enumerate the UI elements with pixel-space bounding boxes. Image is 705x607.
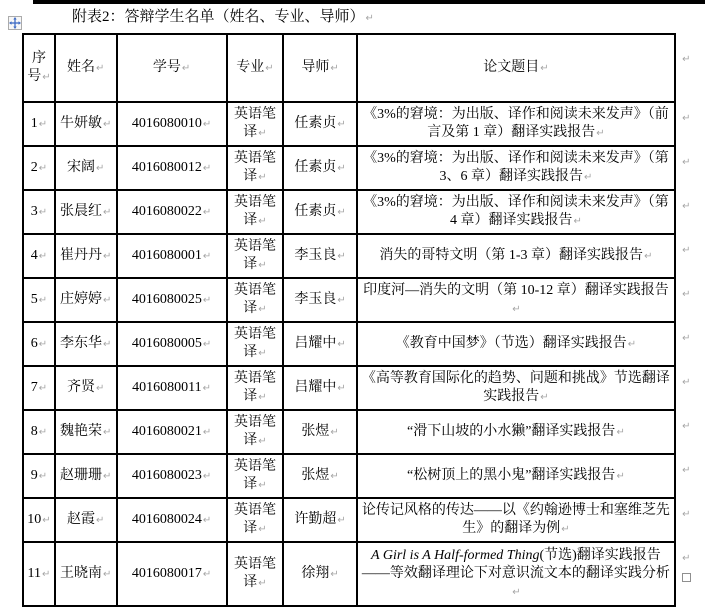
cell-end-mark: ↵ [258, 259, 267, 271]
cell-end-mark: ↵ [540, 62, 549, 74]
row-end-paragraph-mark: ↵ [675, 542, 704, 606]
cell-end-mark: ↵ [258, 479, 267, 491]
cell-end-mark: ↵ [265, 62, 274, 74]
cell-end-mark: ↵ [561, 523, 570, 535]
cell-end-mark: ↵ [258, 303, 267, 315]
cell-end-mark: ↵ [337, 382, 346, 394]
cell-end-mark: ↵ [202, 382, 211, 394]
cell-end-mark: ↵ [330, 426, 339, 438]
cell-end-mark: ↵ [38, 206, 48, 218]
cell-end-mark: ↵ [202, 338, 212, 350]
cell-end-mark: ↵ [202, 206, 212, 218]
cell-serial-number[interactable]: 7↵ [23, 366, 55, 410]
cell-end-mark: ↵ [330, 568, 339, 580]
paragraph-mark: ↵ [365, 13, 374, 24]
cell-end-mark: ↵ [258, 347, 267, 359]
column-header-student-id[interactable]: 学号↵ [117, 34, 227, 102]
cell-major[interactable]: 英语笔译↵ [227, 454, 284, 498]
cell-serial-number[interactable]: 8↵ [23, 410, 55, 454]
cell-advisor[interactable]: 张煜↵ [283, 410, 356, 454]
table-row [23, 190, 704, 234]
table-row [23, 542, 704, 606]
cell-name[interactable]: 庄婷婷↵ [55, 278, 117, 322]
cell-student-id[interactable]: 4016080011↵ [117, 366, 227, 410]
cell-major[interactable]: 英语笔译↵ [227, 278, 284, 322]
cell-advisor[interactable]: 任素贞↵ [283, 190, 356, 234]
row-end-paragraph-mark: ↵ [675, 234, 704, 278]
cell-name[interactable]: 宋阔↵ [55, 146, 117, 190]
cell-major[interactable]: 英语笔译↵ [227, 542, 284, 606]
cell-name[interactable]: 张晨红↵ [55, 190, 117, 234]
cell-end-mark: ↵ [258, 215, 267, 227]
cell-thesis-title[interactable]: A Girl is A Half-formed Thing(节选)翻译实践报告——等效翻译理论下对意识流文本的翻译实践分析↵ [357, 542, 675, 606]
cell-student-id[interactable]: 4016080021↵ [117, 410, 227, 454]
cell-end-mark: ↵ [573, 215, 582, 227]
row-end-paragraph-mark: ↵ [675, 102, 704, 146]
cell-end-mark: ↵ [337, 206, 346, 218]
cell-serial-number[interactable]: 9↵ [23, 454, 55, 498]
cell-end-mark: ↵ [540, 391, 549, 403]
cell-end-mark: ↵ [627, 338, 637, 350]
cell-end-mark: ↵ [596, 127, 605, 139]
cell-advisor[interactable]: 任素贞↵ [283, 102, 356, 146]
cell-advisor[interactable]: 吕耀中↵ [283, 366, 356, 410]
cell-end-mark: ↵ [337, 250, 346, 262]
cell-advisor[interactable]: 李玉良↵ [283, 278, 356, 322]
cell-end-mark: ↵ [103, 338, 112, 350]
cell-end-mark: ↵ [103, 206, 112, 218]
cell-end-mark: ↵ [38, 470, 48, 482]
cell-major[interactable]: 英语笔译↵ [227, 146, 284, 190]
row-end-paragraph-mark: ↵ [675, 454, 704, 498]
row-end-paragraph-mark: ↵ [675, 278, 704, 322]
move-arrows-icon [9, 17, 21, 29]
header-row [23, 34, 704, 102]
cell-thesis-title[interactable]: 《教育中国梦》（节选）翻译实践报告↵ [357, 322, 675, 366]
cell-student-id[interactable]: 4016080010↵ [117, 102, 227, 146]
cell-end-mark: ↵ [103, 118, 112, 130]
cell-end-mark: ↵ [512, 303, 521, 315]
cell-end-mark: ↵ [38, 294, 48, 306]
cell-name[interactable]: 牛妍敏↵ [55, 102, 117, 146]
cell-thesis-title[interactable]: 论传记风格的传达——以《约翰逊博士和塞维芝先生》的翻译为例↵ [357, 498, 675, 542]
cell-name[interactable]: 李东华↵ [55, 322, 117, 366]
cell-student-id[interactable]: 4016080001↵ [117, 234, 227, 278]
cell-name[interactable]: 赵珊珊↵ [55, 454, 117, 498]
cell-major[interactable]: 英语笔译↵ [227, 410, 284, 454]
cell-name[interactable]: 王晓南↵ [55, 542, 117, 606]
table-row [23, 322, 704, 366]
cell-major[interactable]: 英语笔译↵ [227, 366, 284, 410]
cell-thesis-title[interactable]: 印度河—消失的文明（第 10-12 章）翻译实践报告↵ [357, 278, 675, 322]
cell-serial-number[interactable]: 2↵ [23, 146, 55, 190]
cell-student-id[interactable]: 4016080022↵ [117, 190, 227, 234]
cell-end-mark: ↵ [103, 426, 112, 438]
cell-end-mark: ↵ [616, 426, 625, 438]
cell-end-mark: ↵ [181, 62, 191, 74]
cell-end-mark: ↵ [202, 250, 212, 262]
cell-end-mark: ↵ [38, 250, 48, 262]
cell-end-mark: ↵ [202, 118, 212, 130]
cell-major[interactable]: 英语笔译↵ [227, 102, 284, 146]
cell-end-mark: ↵ [38, 118, 48, 130]
cell-advisor[interactable]: 张煜↵ [283, 454, 356, 498]
cell-student-id[interactable]: 4016080023↵ [117, 454, 227, 498]
cell-end-mark: ↵ [337, 294, 346, 306]
cell-end-mark: ↵ [644, 250, 653, 262]
cell-end-mark: ↵ [38, 382, 48, 394]
cell-end-mark: ↵ [202, 514, 212, 526]
cell-end-mark: ↵ [330, 62, 339, 74]
cell-end-mark: ↵ [103, 250, 112, 262]
cell-end-mark: ↵ [42, 71, 51, 83]
cell-end-mark: ↵ [337, 162, 346, 174]
students-table [22, 33, 705, 607]
cell-end-mark: ↵ [337, 514, 346, 526]
cell-end-mark: ↵ [38, 338, 48, 350]
cell-student-id[interactable]: 4016080012↵ [117, 146, 227, 190]
cell-end-mark: ↵ [583, 171, 593, 183]
cell-serial-number[interactable]: 4↵ [23, 234, 55, 278]
cell-end-mark: ↵ [258, 435, 267, 447]
table-row [23, 102, 704, 146]
cell-end-mark: ↵ [103, 294, 112, 306]
table-row [23, 278, 704, 322]
cell-student-id[interactable]: 4016080017↵ [117, 542, 227, 606]
cell-serial-number[interactable]: 5↵ [23, 278, 55, 322]
table-resize-handle[interactable] [682, 573, 691, 582]
cell-major[interactable]: 英语笔译↵ [227, 190, 284, 234]
cell-end-mark: ↵ [96, 382, 105, 394]
column-header-advisor[interactable]: 导师↵ [283, 34, 356, 102]
cell-student-id[interactable]: 4016080005↵ [117, 322, 227, 366]
cell-serial-number[interactable]: 6↵ [23, 322, 55, 366]
cell-serial-number[interactable]: 10↵ [23, 498, 55, 542]
cell-serial-number[interactable]: 11↵ [23, 542, 55, 606]
row-end-paragraph-mark: ↵ [675, 366, 704, 410]
cell-end-mark: ↵ [258, 171, 267, 183]
cell-end-mark: ↵ [512, 586, 521, 598]
cell-end-mark: ↵ [202, 470, 212, 482]
cell-advisor[interactable]: 许勤超↵ [283, 498, 356, 542]
column-header-thesis-title[interactable]: 论文题目↵ [357, 34, 675, 102]
table-row [23, 146, 704, 190]
cell-end-mark: ↵ [337, 338, 346, 350]
cell-name[interactable]: 齐贤↵ [55, 366, 117, 410]
table-row [23, 410, 704, 454]
cell-end-mark: ↵ [258, 577, 267, 589]
cell-advisor[interactable]: 李玉良↵ [283, 234, 356, 278]
cell-end-mark: ↵ [38, 426, 48, 438]
table-row [23, 454, 704, 498]
column-header-name[interactable]: 姓名↵ [55, 34, 117, 102]
cell-end-mark: ↵ [258, 523, 267, 535]
cell-thesis-title[interactable]: 《3%的窘境：为出版、译作和阅读未来发声》（第 3、6 章）翻译实践报告↵ [357, 146, 675, 190]
cell-end-mark: ↵ [42, 514, 51, 526]
table-row [23, 366, 704, 410]
cell-thesis-title[interactable]: 《3%的窘境：为出版、译作和阅读未来发声》（前言及第 1 章）翻译实践报告↵ [357, 102, 675, 146]
row-end-paragraph-mark: ↵ [675, 190, 704, 234]
cell-name[interactable]: 崔丹丹↵ [55, 234, 117, 278]
column-header-major[interactable]: 专业↵ [227, 34, 284, 102]
cell-name[interactable]: 赵霞↵ [55, 498, 117, 542]
cell-advisor[interactable]: 吕耀中↵ [283, 322, 356, 366]
cell-serial-number[interactable]: 3↵ [23, 190, 55, 234]
table-move-handle[interactable] [8, 16, 22, 30]
cell-end-mark: ↵ [41, 568, 51, 580]
column-header-no[interactable]: 序号↵ [23, 34, 55, 102]
cell-end-mark: ↵ [202, 568, 212, 580]
row-end-paragraph-mark: ↵ [675, 322, 704, 366]
cell-end-mark: ↵ [337, 118, 346, 130]
cell-end-mark: ↵ [616, 470, 625, 482]
cell-end-mark: ↵ [38, 162, 48, 174]
cell-thesis-title[interactable]: “滑下山坡的小水獭”翻译实践报告↵ [357, 410, 675, 454]
row-end-paragraph-mark: ↵ [675, 410, 704, 454]
students-table-body [23, 102, 704, 606]
row-end-paragraph-mark: ↵ [675, 146, 704, 190]
cell-serial-number[interactable]: 1↵ [23, 102, 55, 146]
top-black-divider-bar [33, 0, 705, 4]
cell-end-mark: ↵ [202, 162, 212, 174]
cell-end-mark: ↵ [103, 470, 112, 482]
cell-end-mark: ↵ [202, 426, 212, 438]
cell-major[interactable]: 英语笔译↵ [227, 498, 284, 542]
page-title[interactable] [72, 7, 374, 29]
cell-end-mark: ↵ [103, 568, 112, 580]
cell-end-mark: ↵ [96, 514, 105, 526]
cell-end-mark: ↵ [330, 470, 339, 482]
cell-end-mark: ↵ [258, 391, 267, 403]
cell-end-mark: ↵ [96, 62, 105, 74]
table-row [23, 498, 704, 542]
cell-end-mark: ↵ [96, 162, 105, 174]
cell-advisor[interactable]: 徐翔↵ [283, 542, 356, 606]
cell-major[interactable]: 英语笔译↵ [227, 322, 284, 366]
cell-end-mark: ↵ [202, 294, 212, 306]
cell-student-id[interactable]: 4016080025↵ [117, 278, 227, 322]
cell-thesis-title[interactable]: 消失的哥特文明（第 1-3 章）翻译实践报告↵ [357, 234, 675, 278]
cell-major[interactable]: 英语笔译↵ [227, 234, 284, 278]
cell-advisor[interactable]: 任素贞↵ [283, 146, 356, 190]
cell-end-mark: ↵ [258, 127, 267, 139]
table-row [23, 234, 704, 278]
row-end-paragraph-mark: ↵ [675, 34, 704, 102]
cell-thesis-title[interactable]: “松树顶上的黑小鬼”翻译实践报告↵ [357, 454, 675, 498]
cell-thesis-title[interactable]: 《3%的窘境：为出版、译作和阅读未来发声》（第 4 章）翻译实践报告↵ [357, 190, 675, 234]
page-title-text: 附表2：答辩学生名单（姓名、专业、导师） [72, 9, 365, 25]
cell-student-id[interactable]: 4016080024↵ [117, 498, 227, 542]
cell-thesis-title[interactable]: 《高等教育国际化的趋势、问题和挑战》节选翻译实践报告↵ [357, 366, 675, 410]
cell-name[interactable]: 魏艳荣↵ [55, 410, 117, 454]
row-end-paragraph-mark: ↵ [675, 498, 704, 542]
